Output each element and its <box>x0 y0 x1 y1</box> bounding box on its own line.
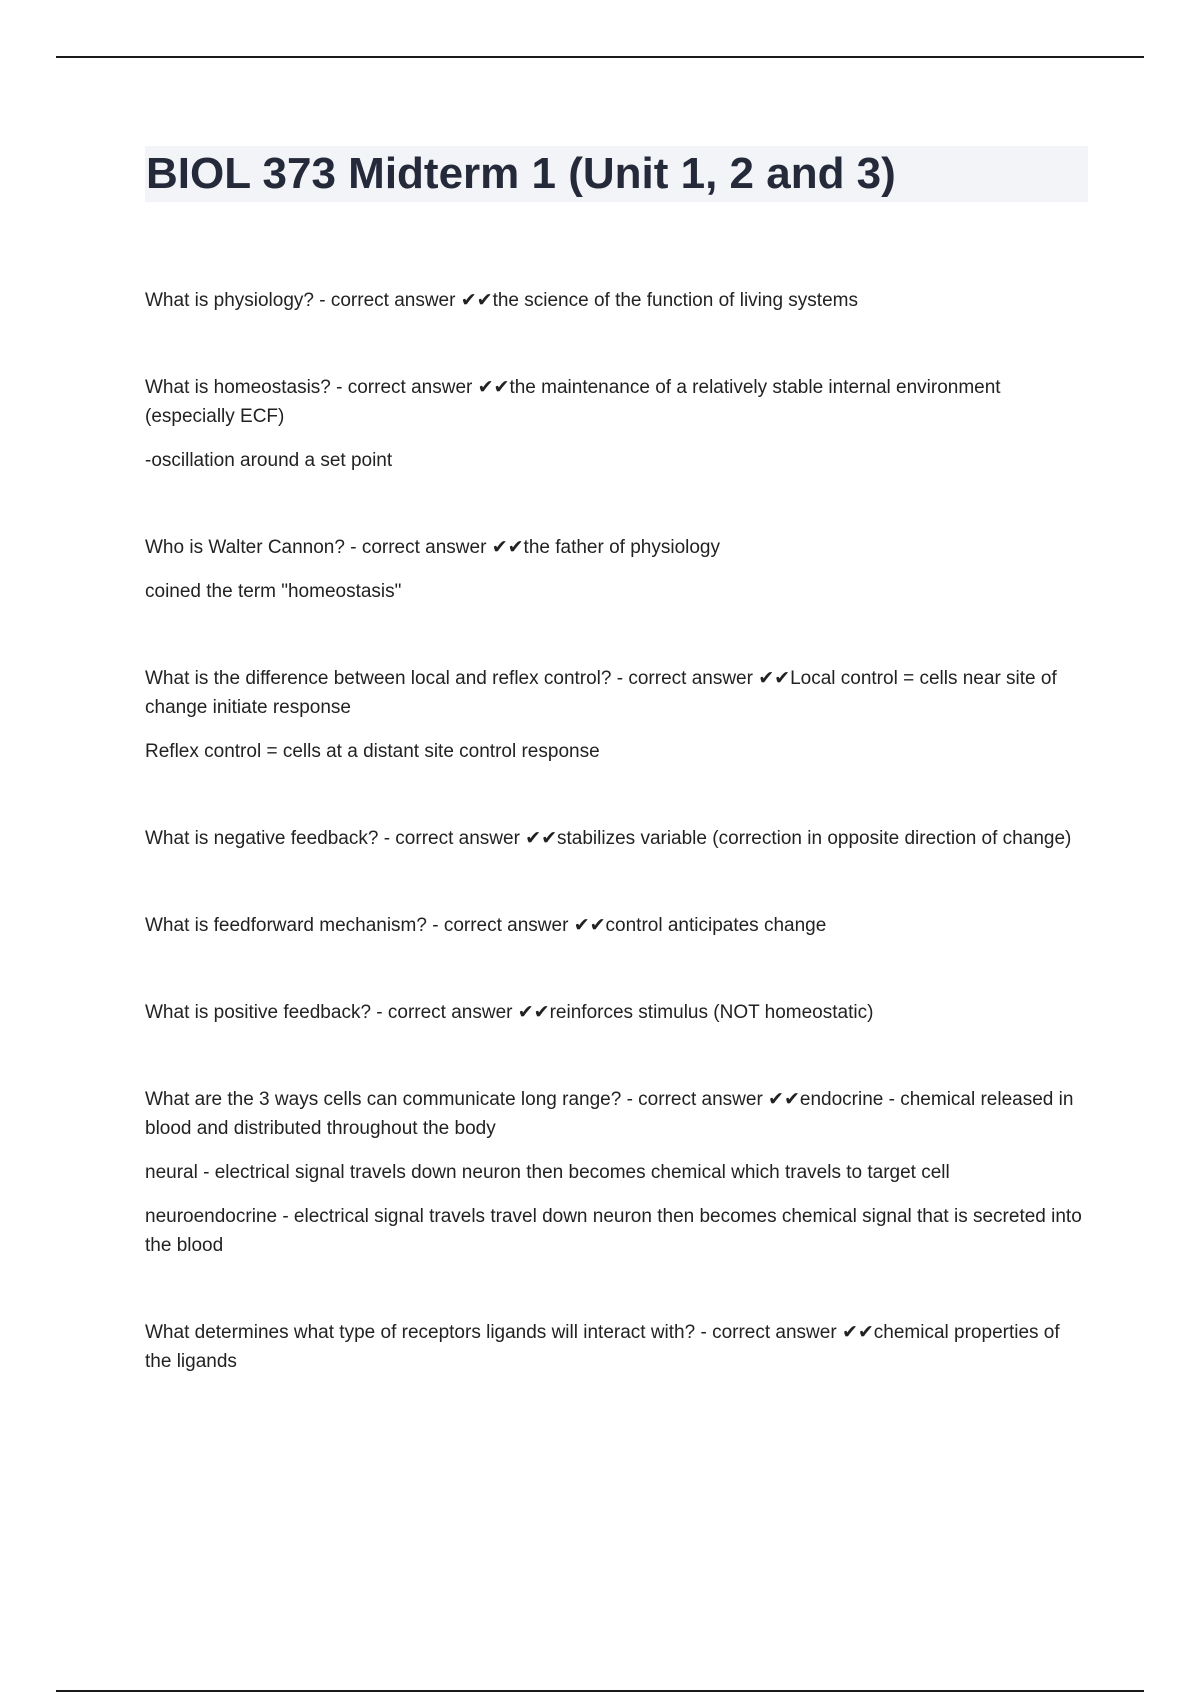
qa-item <box>145 1085 1088 1260</box>
qa-line: neural - electrical signal travels down neuron then becomes chemical which travels to target cell <box>145 1162 950 1183</box>
qa-line: What is feedforward mechanism? - correct answer ✔✔control anticipates change <box>145 915 827 936</box>
top-rule <box>56 56 1144 58</box>
qa-line: What is homeostasis? - correct answer ✔✔the maintenance of a relatively stable internal environment (especially ECF) <box>145 377 1001 427</box>
qa-item <box>145 1318 1088 1376</box>
qa-line: What is negative feedback? - correct answer ✔✔stabilizes variable (correction in opposite direction of change) <box>145 828 1072 849</box>
title-block <box>145 146 1088 202</box>
qa-item <box>145 911 1088 940</box>
qa-item <box>145 824 1088 853</box>
qa-line: Reflex control = cells at a distant site control response <box>145 741 600 762</box>
qa-item <box>145 998 1088 1027</box>
qa-line: coined the term "homeostasis" <box>145 581 402 602</box>
qa-line: neuroendocrine - electrical signal travels travel down neuron then becomes chemical signal that is secreted into the blood <box>145 1206 1082 1256</box>
qa-line: What are the 3 ways cells can communicate long range? - correct answer ✔✔endocrine - chemical released in blood and distributed throughout the body <box>145 1089 1074 1139</box>
qa-line: What is the difference between local and reflex control? - correct answer ✔✔Local control = cells near site of change initiate response <box>145 668 1057 718</box>
document-title: BIOL 373 Midterm 1 (Unit 1, 2 and 3) <box>146 149 896 198</box>
qa-item <box>145 373 1088 475</box>
bottom-rule <box>56 1690 1144 1692</box>
qa-list <box>145 286 1088 1376</box>
qa-line: What is positive feedback? - correct answer ✔✔reinforces stimulus (NOT homeostatic) <box>145 1002 874 1023</box>
qa-item <box>145 664 1088 766</box>
qa-item <box>145 286 1088 315</box>
qa-line: -oscillation around a set point <box>145 450 393 471</box>
qa-line: What determines what type of receptors ligands will interact with? - correct answer ✔✔chemical properties of the ligands <box>145 1322 1060 1372</box>
qa-line: What is physiology? - correct answer ✔✔the science of the function of living systems <box>145 290 858 311</box>
qa-line: Who is Walter Cannon? - correct answer ✔✔the father of physiology <box>145 537 720 558</box>
qa-item <box>145 533 1088 606</box>
